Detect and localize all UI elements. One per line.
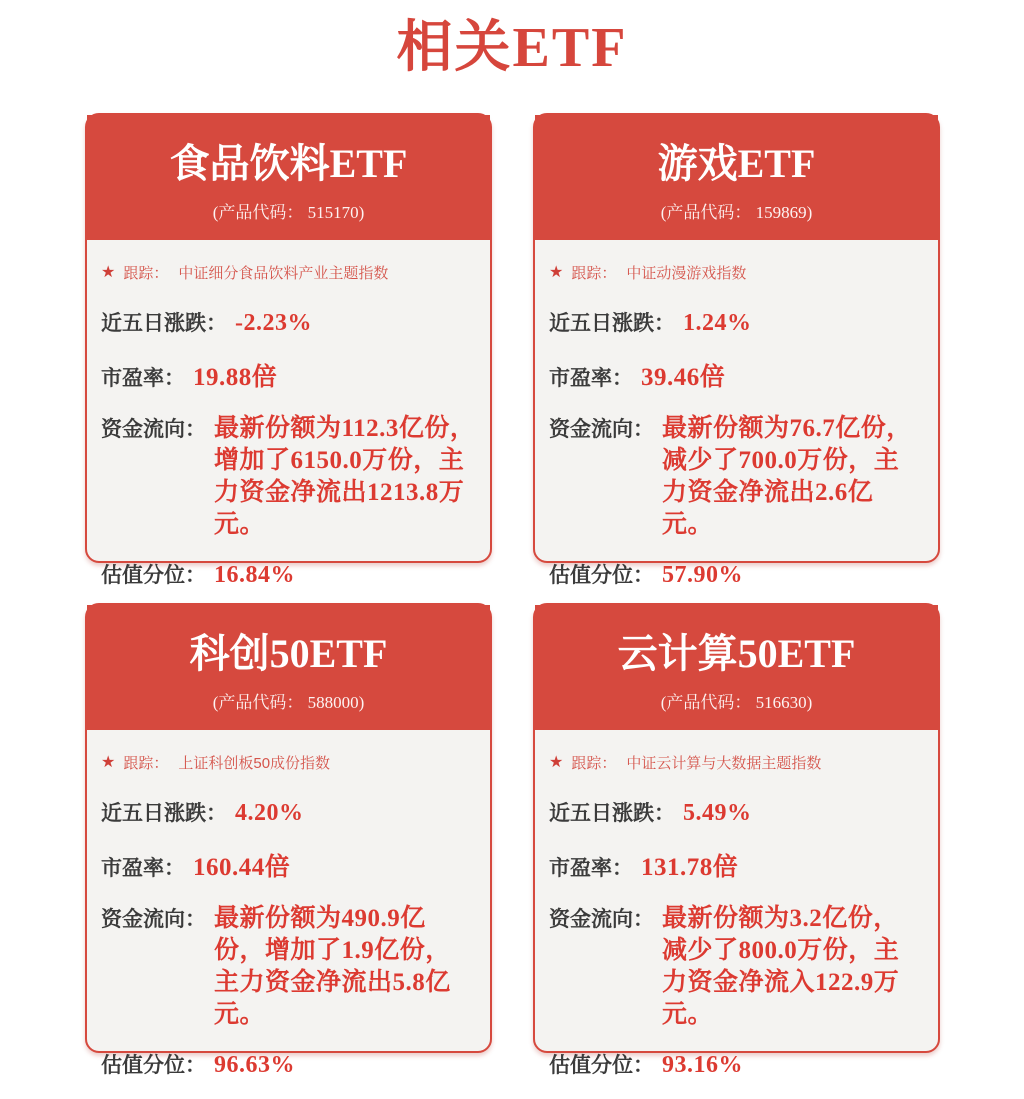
five-day-change-value: -2.23% — [235, 310, 312, 337]
pe-ratio-value: 39.46倍 — [641, 364, 726, 392]
star-icon: ★ — [101, 753, 116, 771]
etf-card-header — [87, 605, 490, 730]
five-day-change-label: 近五日涨跌： — [101, 312, 227, 336]
five-day-change-label: 近五日涨跌： — [549, 312, 675, 336]
etf-card — [533, 603, 940, 1079]
track-label: 跟踪： — [571, 265, 617, 283]
fund-flow-value: 最新份额为3.2亿份，减少了800.0万份，主力资金净流入122.9万元。 — [662, 905, 900, 1029]
valuation-percentile-label: 估值分位： — [549, 564, 654, 588]
star-icon: ★ — [549, 263, 564, 281]
tracked-index-row — [101, 262, 476, 283]
tracked-index-name: 中证细分食品饮料产业主题指数 — [178, 265, 389, 283]
valuation-percentile-row — [101, 559, 476, 589]
etf-name: 游戏ETF — [657, 141, 816, 187]
valuation-percentile-row — [549, 1049, 924, 1079]
star-icon: ★ — [549, 753, 564, 771]
pe-ratio-value: 160.44倍 — [193, 854, 291, 882]
fund-flow-row — [549, 413, 924, 541]
five-day-change-label: 近五日涨跌： — [549, 802, 675, 826]
valuation-percentile-row — [549, 559, 924, 589]
fund-flow-label: 资金流向： — [549, 418, 654, 442]
etf-product-code: (产品代码： 588000) — [212, 693, 365, 713]
etf-card-body — [535, 730, 938, 1099]
valuation-percentile-value: 93.16% — [662, 1052, 743, 1079]
valuation-percentile-label: 估值分位： — [101, 564, 206, 588]
etf-card-body — [535, 240, 938, 609]
valuation-percentile-value: 96.63% — [214, 1052, 295, 1079]
pe-ratio-row — [101, 847, 476, 883]
etf-card — [533, 113, 940, 589]
track-label: 跟踪： — [123, 755, 169, 773]
five-day-change-row — [549, 797, 924, 827]
etf-name: 云计算50ETF — [617, 631, 856, 677]
tracked-index-row — [101, 752, 476, 773]
pe-ratio-row — [549, 847, 924, 883]
fund-flow-row — [101, 903, 476, 1031]
five-day-change-value: 4.20% — [235, 800, 304, 827]
pe-ratio-label: 市盈率： — [549, 367, 633, 391]
page-title: 相关ETF — [396, 17, 628, 79]
tracked-index-name: 上证科创板50成份指数 — [178, 755, 331, 773]
etf-card-body — [87, 730, 490, 1099]
etf-card — [85, 113, 492, 589]
valuation-percentile-row — [101, 1049, 476, 1079]
etf-card-body — [87, 240, 490, 609]
pe-ratio-label: 市盈率： — [549, 857, 633, 881]
pe-ratio-label: 市盈率： — [101, 857, 185, 881]
fund-flow-label: 资金流向： — [549, 908, 654, 932]
five-day-change-row — [101, 797, 476, 827]
etf-card — [85, 603, 492, 1079]
pe-ratio-value: 131.78倍 — [641, 854, 739, 882]
tracked-index-row — [549, 262, 924, 283]
etf-card-header — [535, 605, 938, 730]
star-icon: ★ — [101, 263, 116, 281]
pe-ratio-value: 19.88倍 — [193, 364, 278, 392]
five-day-change-label: 近五日涨跌： — [101, 802, 227, 826]
fund-flow-row — [549, 903, 924, 1031]
etf-name: 科创50ETF — [189, 631, 388, 677]
five-day-change-value: 1.24% — [683, 310, 752, 337]
pe-ratio-row — [101, 357, 476, 393]
pe-ratio-label: 市盈率： — [101, 367, 185, 391]
valuation-percentile-label: 估值分位： — [549, 1054, 654, 1078]
five-day-change-value: 5.49% — [683, 800, 752, 827]
tracked-index-name: 中证云计算与大数据主题指数 — [626, 755, 822, 773]
tracked-index-row — [549, 752, 924, 773]
etf-card-header — [535, 115, 938, 240]
fund-flow-value: 最新份额为112.3亿份，增加了6150.0万份，主力资金净流出1213.8万元。 — [214, 415, 476, 539]
five-day-change-row — [101, 307, 476, 337]
etf-product-code: (产品代码： 515170) — [212, 203, 365, 223]
tracked-index-name: 中证动漫游戏指数 — [626, 265, 747, 283]
fund-flow-value: 最新份额为490.9亿份，增加了1.9亿份，主力资金净流出5.8亿元。 — [214, 905, 451, 1029]
etf-card-header — [87, 115, 490, 240]
fund-flow-value: 最新份额为76.7亿份，减少了700.0万份，主力资金净流出2.6亿元。 — [662, 415, 912, 539]
fund-flow-label: 资金流向： — [101, 418, 206, 442]
fund-flow-row — [101, 413, 476, 541]
etf-name: 食品饮料ETF — [169, 141, 408, 187]
track-label: 跟踪： — [123, 265, 169, 283]
etf-card-grid — [0, 80, 1024, 1079]
valuation-percentile-value: 16.84% — [214, 562, 295, 589]
valuation-percentile-value: 57.90% — [662, 562, 743, 589]
etf-product-code: (产品代码： 516630) — [660, 693, 813, 713]
pe-ratio-row — [549, 357, 924, 393]
valuation-percentile-label: 估值分位： — [101, 1054, 206, 1078]
fund-flow-label: 资金流向： — [101, 908, 206, 932]
track-label: 跟踪： — [571, 755, 617, 773]
etf-product-code: (产品代码： 159869) — [660, 203, 813, 223]
five-day-change-row — [549, 307, 924, 337]
